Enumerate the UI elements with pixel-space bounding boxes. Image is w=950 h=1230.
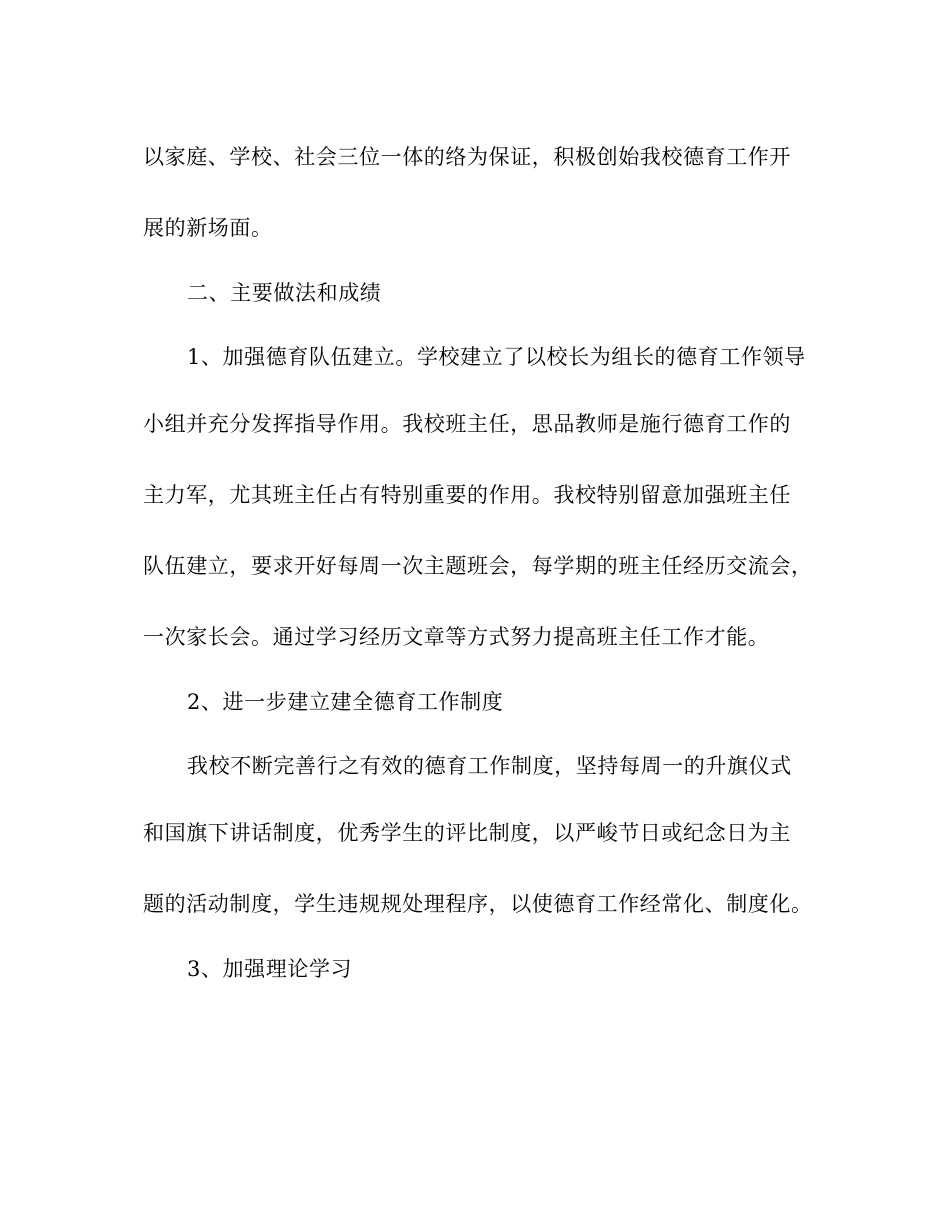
paragraph-line: 我校不断完善行之有效的德育工作制度，坚持每周一的升旗仪式 bbox=[187, 754, 792, 778]
paragraph-line: 小组并充分发挥指导作用。我校班主任，思品教师是施行德育工作的 bbox=[143, 412, 791, 436]
paragraph-line: 1、加强德育队伍建立。学校建立了以校长为组长的德育工作领导 bbox=[187, 345, 806, 369]
paragraph-line: 和国旗下讲话制度，优秀学生的评比制度，以严峻节日或纪念日为主 bbox=[143, 821, 791, 845]
paragraph-line: 主力军，尤其班主任占有特别重要的作用。我校特别留意加强班主任 bbox=[143, 483, 791, 507]
paragraph-line: 队伍建立，要求开好每周一次主题班会，每学期的班主任经历交流会， bbox=[143, 554, 813, 578]
paragraph-line: 一次家长会。通过学习经历文章等方式努力提高班主任工作才能。 bbox=[143, 625, 770, 649]
paragraph-line: 展的新场面。 bbox=[143, 216, 273, 240]
paragraph-line: 以家庭、学校、社会三位一体的络为保证，积极创始我校德育工作开 bbox=[143, 145, 791, 169]
subsection-heading: 3、加强理论学习 bbox=[187, 957, 353, 981]
section-heading: 二、主要做法和成绩 bbox=[187, 281, 382, 305]
paragraph-line: 题的活动制度，学生违规规处理程序，以使德育工作经常化、制度化。 bbox=[143, 892, 813, 916]
subsection-heading: 2、进一步建立建全德育工作制度 bbox=[187, 690, 504, 714]
